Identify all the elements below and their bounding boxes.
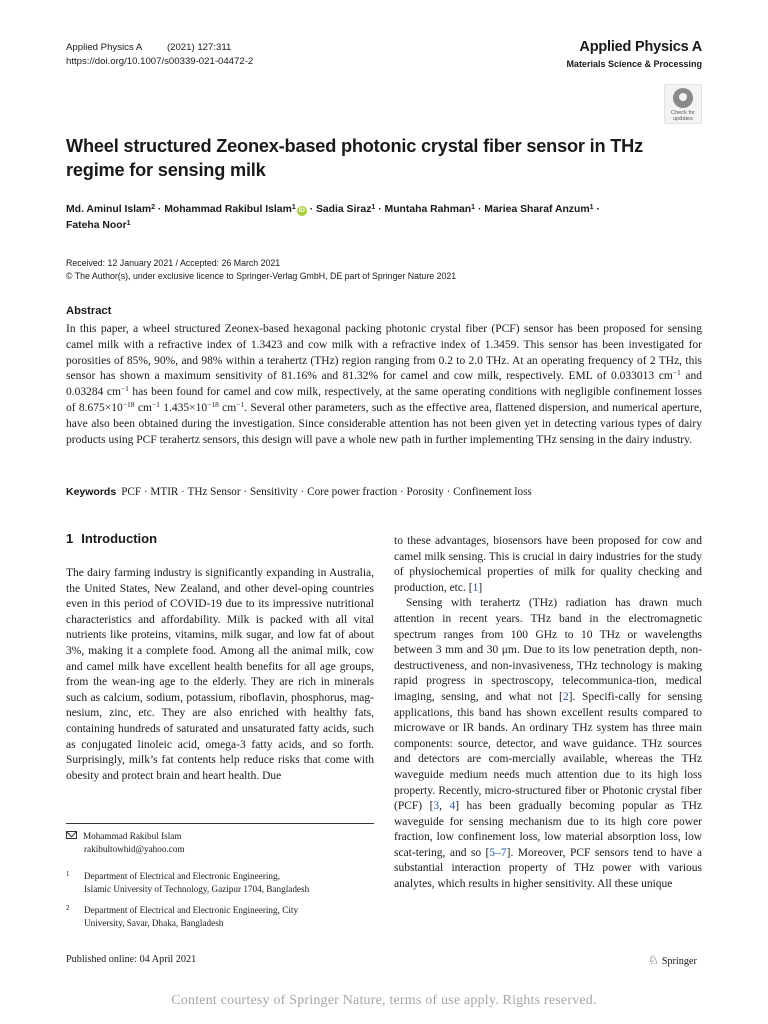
- author[interactable]: Mohammad Rakibul Islam$^1$: [164, 204, 296, 215]
- paragraph: Sensing with terahertz (THz) radiation has drawn much attention in recent years. THz band in the electromagnetic spectrum ranges from 100 GHz to 10 THz or wavelengths between 3 mm and 30 μm. Due to its low penetration depth, non-destructiveness, and non-invasiveness, THz technology is making rapid progress in spectroscopy, telecommunica-tion, medical imaging, sensing, and what not [2]. Specifi-cally for sensing applications, this band has shown excellent results compared to microwave or IR bands. An ordinary THz system has three main components: source, detector, and wave guidance. THz sources and detectors are com-mercially available, whereas the THz waveguide medium needs much attention due to its high loss property. Recently, micro-structured fiber or Photonic crystal fiber (PCF) [3, 4] has been gradually becoming popular as THz waveguide for sensing mechanism due to its high core power fraction, low confinement loss, low material absorption loss, low scat-tering, and so [5–7]. Moreover, PCF sensors tend to have a substantial interaction property of THz power with various analytes, which results in higher sensitivity. All these unique: [394, 597, 702, 891]
- affiliation-2: 2 Department of Electrical and Electronic Engineering, City University, Savar, Dhaka, Bangladesh: [66, 904, 299, 928]
- author[interactable]: Mariea Sharaf Anzum$^1$: [484, 204, 594, 215]
- author[interactable]: Sadia Siraz$^1$: [315, 204, 376, 215]
- author[interactable]: Fateha Noor$^1$: [66, 220, 131, 231]
- envelope-icon: [66, 831, 77, 839]
- article-meta: [66, 257, 456, 283]
- affiliation-1: 1 Department of Electrical and Electronic Engineering, Islamic University of Technology, Gazipur 1704, Bangladesh: [66, 870, 310, 894]
- paragraph: The dairy farming industry is significantly expanding in Australia, the United States, New Zealand, and other devel-oping countries even in this period of COVID-19 due to its impressive nutritional characteristics and affordability. Milk is packed with all vital nutrients like proteins, vitamins, milk sugar, and low fat of about 3%, making it a complete food. Among all the animal milk, cow and camel milk have excellent health benefits for all age groups, from the wean-ing age to the elderly. They are rich in minerals such as calcium, sodium, potassium, riboflavin, phosphorus, mag-nesium, zinc, etc. They are also enriched with healthy fats, containing hundreds of saturated and unsaturated fatty acids, such as conjugated linoleic acid, omega-3 fatty acids, and so forth. Surprisingly, milk’s fat contents help reduce risks that come with obesity and protect brain and heart health. Due: [66, 567, 374, 782]
- corresponding-author-name: Mohammad Rakibul Islam: [83, 831, 182, 841]
- corresponding-author: [66, 830, 185, 856]
- springer-horse-icon: ♘: [648, 953, 659, 967]
- left-column: [66, 566, 374, 784]
- running-header: [66, 41, 253, 69]
- published-online-date: Published online: 04 April 2021: [66, 954, 197, 965]
- right-column: [394, 534, 702, 893]
- publisher-logo: ♘ Springer: [648, 953, 697, 967]
- paragraph: to these advantages, biosensors have been proposed for cow and camel milk sensing. This is crucial in dairy industries for the study of physiochemical properties of milk for quality checking and production, etc. [1]: [394, 535, 702, 594]
- abstract-heading: Abstract: [66, 305, 112, 317]
- author-list: Md. Aminul Islam$^2$ · Mohammad Rakibul Islam$^1$ iD · Sadia Siraz$^1$ · Muntaha Rahman$^1$ · Mariea Sharaf Anzum$^1$ · Fateha Noor$^1$: [66, 204, 600, 231]
- journal-title: Applied Physics A: [579, 39, 702, 55]
- corresponding-email[interactable]: rakibultowhid@yahoo.com: [84, 844, 185, 854]
- journal-branding: [566, 39, 702, 71]
- paper-title: Wheel structured Zeonex-based photonic crystal fiber sensor in THz regime for sensing milk: [66, 136, 643, 180]
- section-title: Introduction: [81, 531, 158, 546]
- courtesy-notice: Content courtesy of Springer Nature, terms of use apply. Rights reserved.: [171, 993, 597, 1008]
- citation: (2021) 127:311: [166, 42, 232, 53]
- doi-link[interactable]: https://doi.org/10.1007/s00339-021-04472-2: [66, 56, 254, 67]
- author[interactable]: Md. Aminul Islam$^2$: [66, 204, 155, 215]
- citation-link[interactable]: 1: [472, 581, 479, 594]
- journal-subtitle: Materials Science & Processing: [566, 59, 702, 69]
- keywords-list: PCF · MTIR · THz Sensor · Sensitivity · Core power fraction · Porosity · Confinement loss: [121, 486, 532, 498]
- copyright-notice: © The Author(s), under exclusive licence to Springer-Verlag GmbH, DE part of Springer Nature 2021: [66, 271, 457, 281]
- author[interactable]: Muntaha Rahman$^1$: [384, 204, 476, 215]
- footnote-divider: [66, 823, 374, 824]
- received-accepted-dates: Received: 12 January 2021 / Accepted: 26 March 2021: [66, 258, 281, 268]
- citation-link[interactable]: 5–7: [489, 846, 507, 859]
- abstract-text: In this paper, a wheel structured Zeonex-based hexagonal packing photonic crystal fiber (PCF) sensor has been proposed for sensing camel milk with a refractive index of 1.3423 and cow milk with a refractive index of 1.3459. This sensor has been investigated for porosities of 85%, 90%, and 98% within a terahertz (THz) region ranging from 0.2 to 2.0 THz. At an operating frequency of 2 THz, this sensor has shown a maximum sensitivity of 81.16% and 81.32% for camel and cow milk, respectively. EML of 0.033013 $cm^{-1}$ and 0.03284 $cm^{-1}$ has been found for camel and cow milk, respectively, at the same operating conditions with negligible confinement losses of $8.675\times 10^{-18}$ $cm^{-1}$ $1.435\times 10^{-18}$ $cm^{-1}$. Several other parameters, such as the effective area, flattened dispersion, and numerical aperture, have also been obtained during the investigation. Since considerable attention has not been given yet in detecting various types of dairy products using PCF terahertz sensors, this design will pave a whole new path in further implementing THz sensing in the dairy industry.: [66, 323, 703, 446]
- citation-link[interactable]: 4: [449, 800, 456, 813]
- keywords: [66, 485, 706, 500]
- section-heading: [66, 531, 157, 546]
- citation-link[interactable]: 3: [433, 800, 440, 813]
- section-number: 1: [66, 531, 74, 546]
- keywords-label: Keywords: [66, 486, 117, 498]
- orcid-icon[interactable]: iD: [298, 207, 305, 214]
- check-updates-label: Check for updates: [671, 110, 695, 122]
- check-for-updates-badge[interactable]: [664, 84, 702, 124]
- citation-link[interactable]: 2: [562, 690, 569, 703]
- check-updates-icon: [673, 88, 693, 108]
- journal-short-name: Applied Physics A: [66, 42, 143, 53]
